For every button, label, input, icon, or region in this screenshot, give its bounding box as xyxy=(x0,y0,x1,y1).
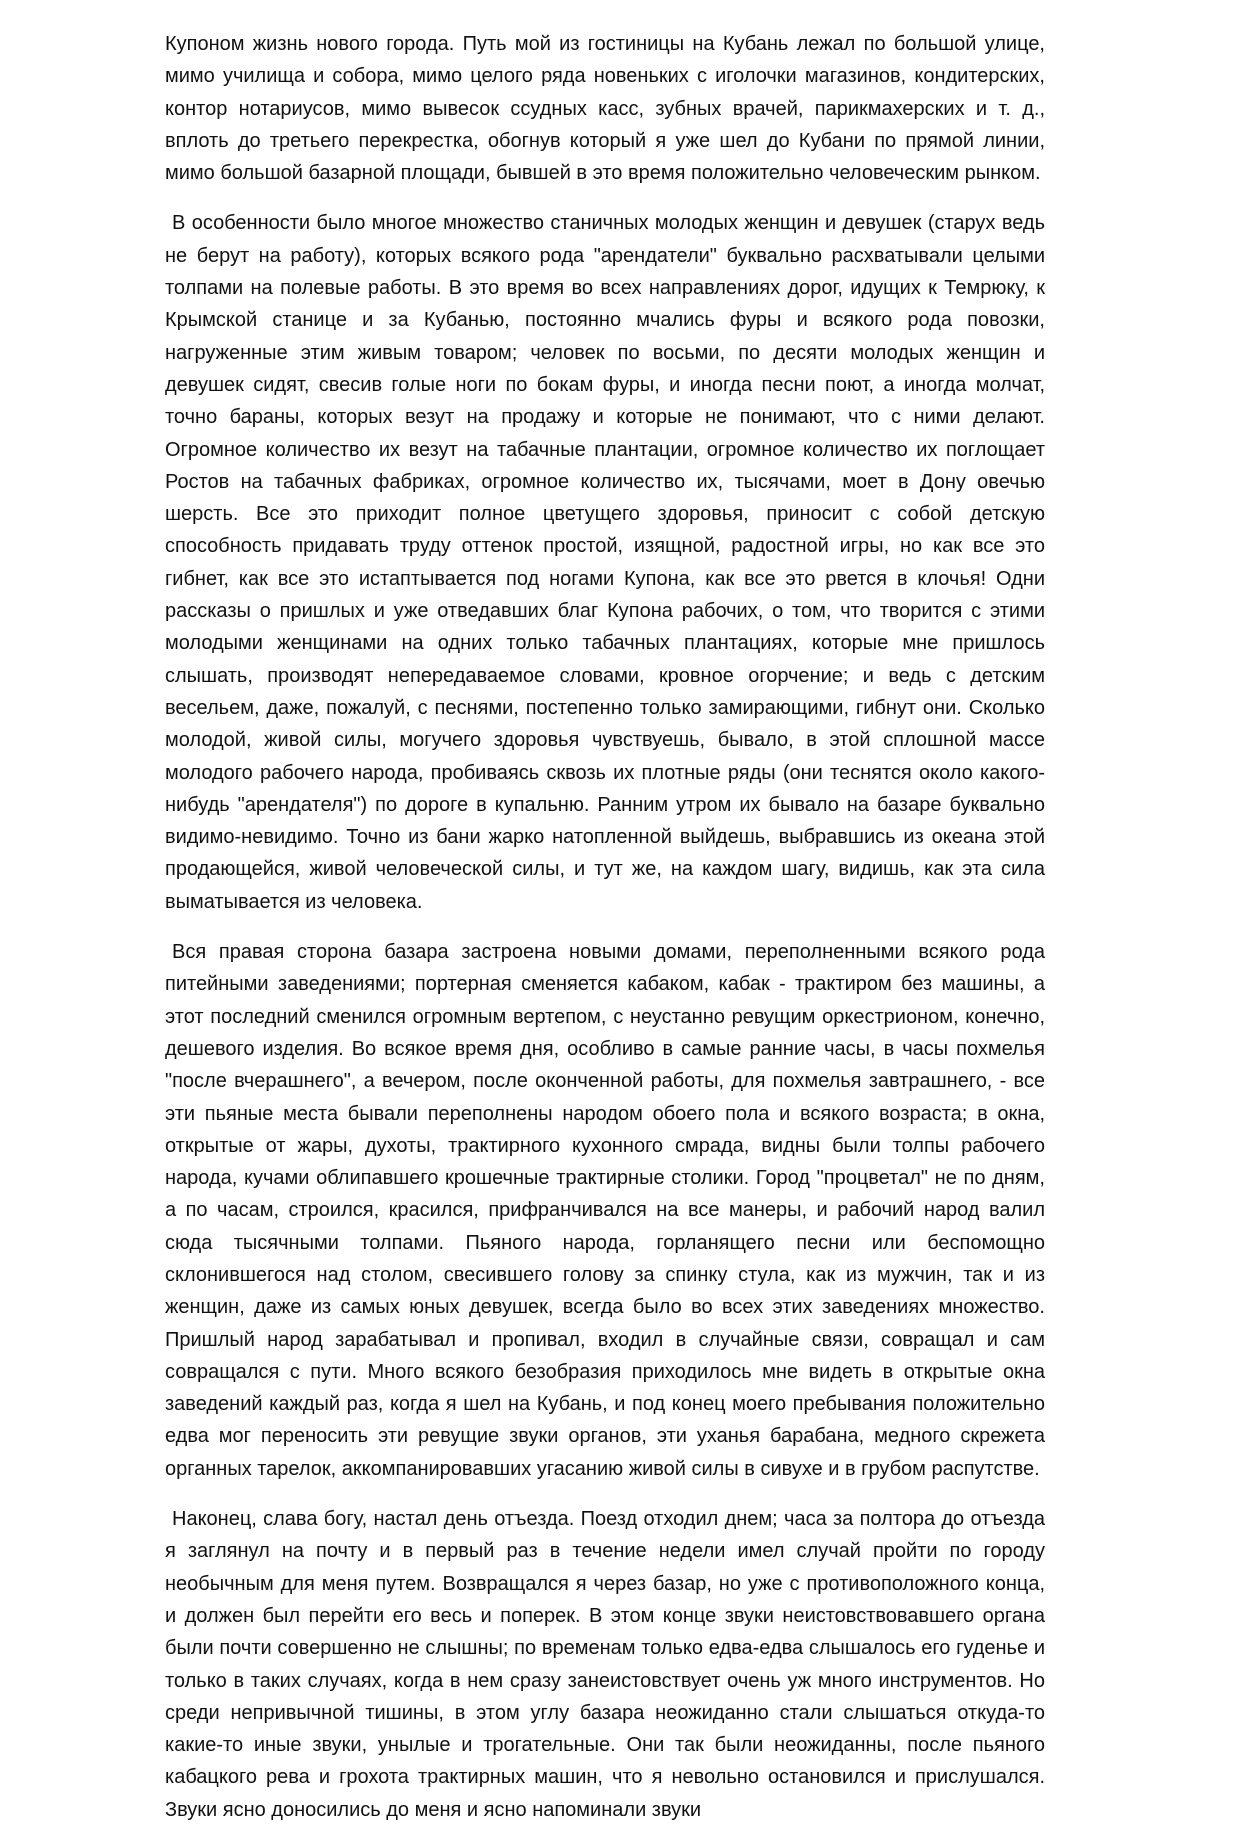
document-page xyxy=(165,28,1045,1826)
paragraph-3: Вся правая сторона базара застроена новыми домами, переполненными всякого рода питейными заведениями; портерная сменяется кабаком, кабак - трактиром без машины, а этот последний сменился огромным вертепом, с неустанно ревущим оркестрионом, конечно, дешевого изделия. Во всякое время дня, особливо в самые ранние часы, в часы похмелья "после вчерашнего", а вечером, после оконченной работы, для похмелья завтрашнего, - все эти пьяные места бывали переполнены народом обоего пола и всякого возраста; в окна, открытые от жары, духоты, трактирного кухонного смрада, видны были толпы рабочего народа, кучами облипавшего крошечные трактирные столики. Город "процветал" не по дням, а по часам, строился, красился, прифранчивался на все манеры, и рабочий народ валил сюда тысячными толпами. Пьяного народа, горланящего песни или беспомощно склонившегося над столом, свесившего голову за спинку стула, как из мужчин, так и из женщин, даже из самых юных девушек, всегда было во всех этих заведениях множество. Пришлый народ зарабатывал и пропивал, входил в случайные связи, совращал и сам совращался с пути. Много всякого безобразия приходилось мне видеть в открытые окна заведений каждый раз, когда я шел на Кубань, и под конец моего пребывания положительно едва мог переносить эти ревущие звуки органов, эти уханья барабана, медного скрежета органных тарелок, аккомпанировавших угасанию живой силы в сивухе и в грубом распутстве. xyxy=(165,941,1045,1480)
paragraph-4: Наконец, слава богу, настал день отъезда. Поезд отходил днем; часа за полтора до отъезда я заглянул на почту и в первый раз в течение недели имел случай пройти по городу необычным для меня путем. Возвращался я через базар, но уже с противоположного конца, и должен был перейти его весь и поперек. В этом конце звуки неистовствовавшего органа были почти совершенно не слышны; по временам только едва-едва слышалось его гуденье и только в таких случаях, когда в нем сразу занеистовствует очень уж много инструментов. Но среди непривычной тишины, в этом углу базара неожиданно стали слышаться откуда-то какие-то иные звуки, унылые и трогательные. Они так были неожиданны, после пьяного кабацкого рева и грохота трактирных машин, что я невольно остановился и прислушался. Звуки ясно доносились до меня и ясно напоминали звуки xyxy=(165,1508,1045,1821)
paragraph-1: Купоном жизнь нового города. Путь мой из гостиницы на Кубань лежал по большой улице, мимо училища и собора, мимо целого ряда новеньких с иголочки магазинов, кондитерских, контор нотариусов, мимо вывесок ссудных касс, зубных врачей, парикмахерских и т. д., вплоть до третьего перекрестка, обогнув который я уже шел до Кубани по прямой линии, мимо большой базарной площади, бывшей в это время положительно человеческим рынком. xyxy=(165,33,1045,185)
paragraph-2: В особенности было многое множество станичных молодых женщин и девушек (старух ведь не берут на работу), которых всякого рода "арендатели" буквально расхватывали целыми толпами на полевые работы. В это время во всех направлениях дорог, идущих к Темрюку, к Крымской станице и за Кубанью, постоянно мчались фуры и всякого рода повозки, нагруженные этим живым товаром; человек по восьми, по десяти молодых женщин и девушек сидят, свесив голые ноги по бокам фуры, и иногда песни поют, а иногда молчат, точно бараны, которых везут на продажу и которые не понимают, что с ними делают. Огромное количество их везут на табачные плантации, огромное количество их поглощает Ростов на табачных фабриках, огромное количество их, тысячами, моет в Дону овечью шерсть. Все это приходит полное цветущего здоровья, приносит с собой детскую способность придавать труду оттенок простой, изящной, радостной игры, но как все это гибнет, как все это истаптывается под ногами Купона, как все это рвется в клочья! Одни рассказы о пришлых и уже отведавших благ Купона рабочих, о том, что творится с этими молодыми женщинами на одних только табачных плантациях, которые мне пришлось слышать, производят непередаваемое словами, кровное огорчение; и ведь с детским весельем, даже, пожалуй, с песнями, постепенно только замирающими, гибнут они. Сколько молодой, живой силы, могучего здоровья чувствуешь, бывало, в этой сплошной массе молодого рабочего народа, пробиваясь сквозь их плотные ряды (они теснятся около какого-нибудь "арендателя") по дороге в купальню. Ранним утром их бывало на базаре буквально видимо-невидимо. Точно из бани жарко натопленной выйдешь, выбравшись из океана этой продающейся, живой человеческой силы, и тут же, на каждом шагу, видишь, как эта сила выматывается из человека. xyxy=(165,212,1045,913)
